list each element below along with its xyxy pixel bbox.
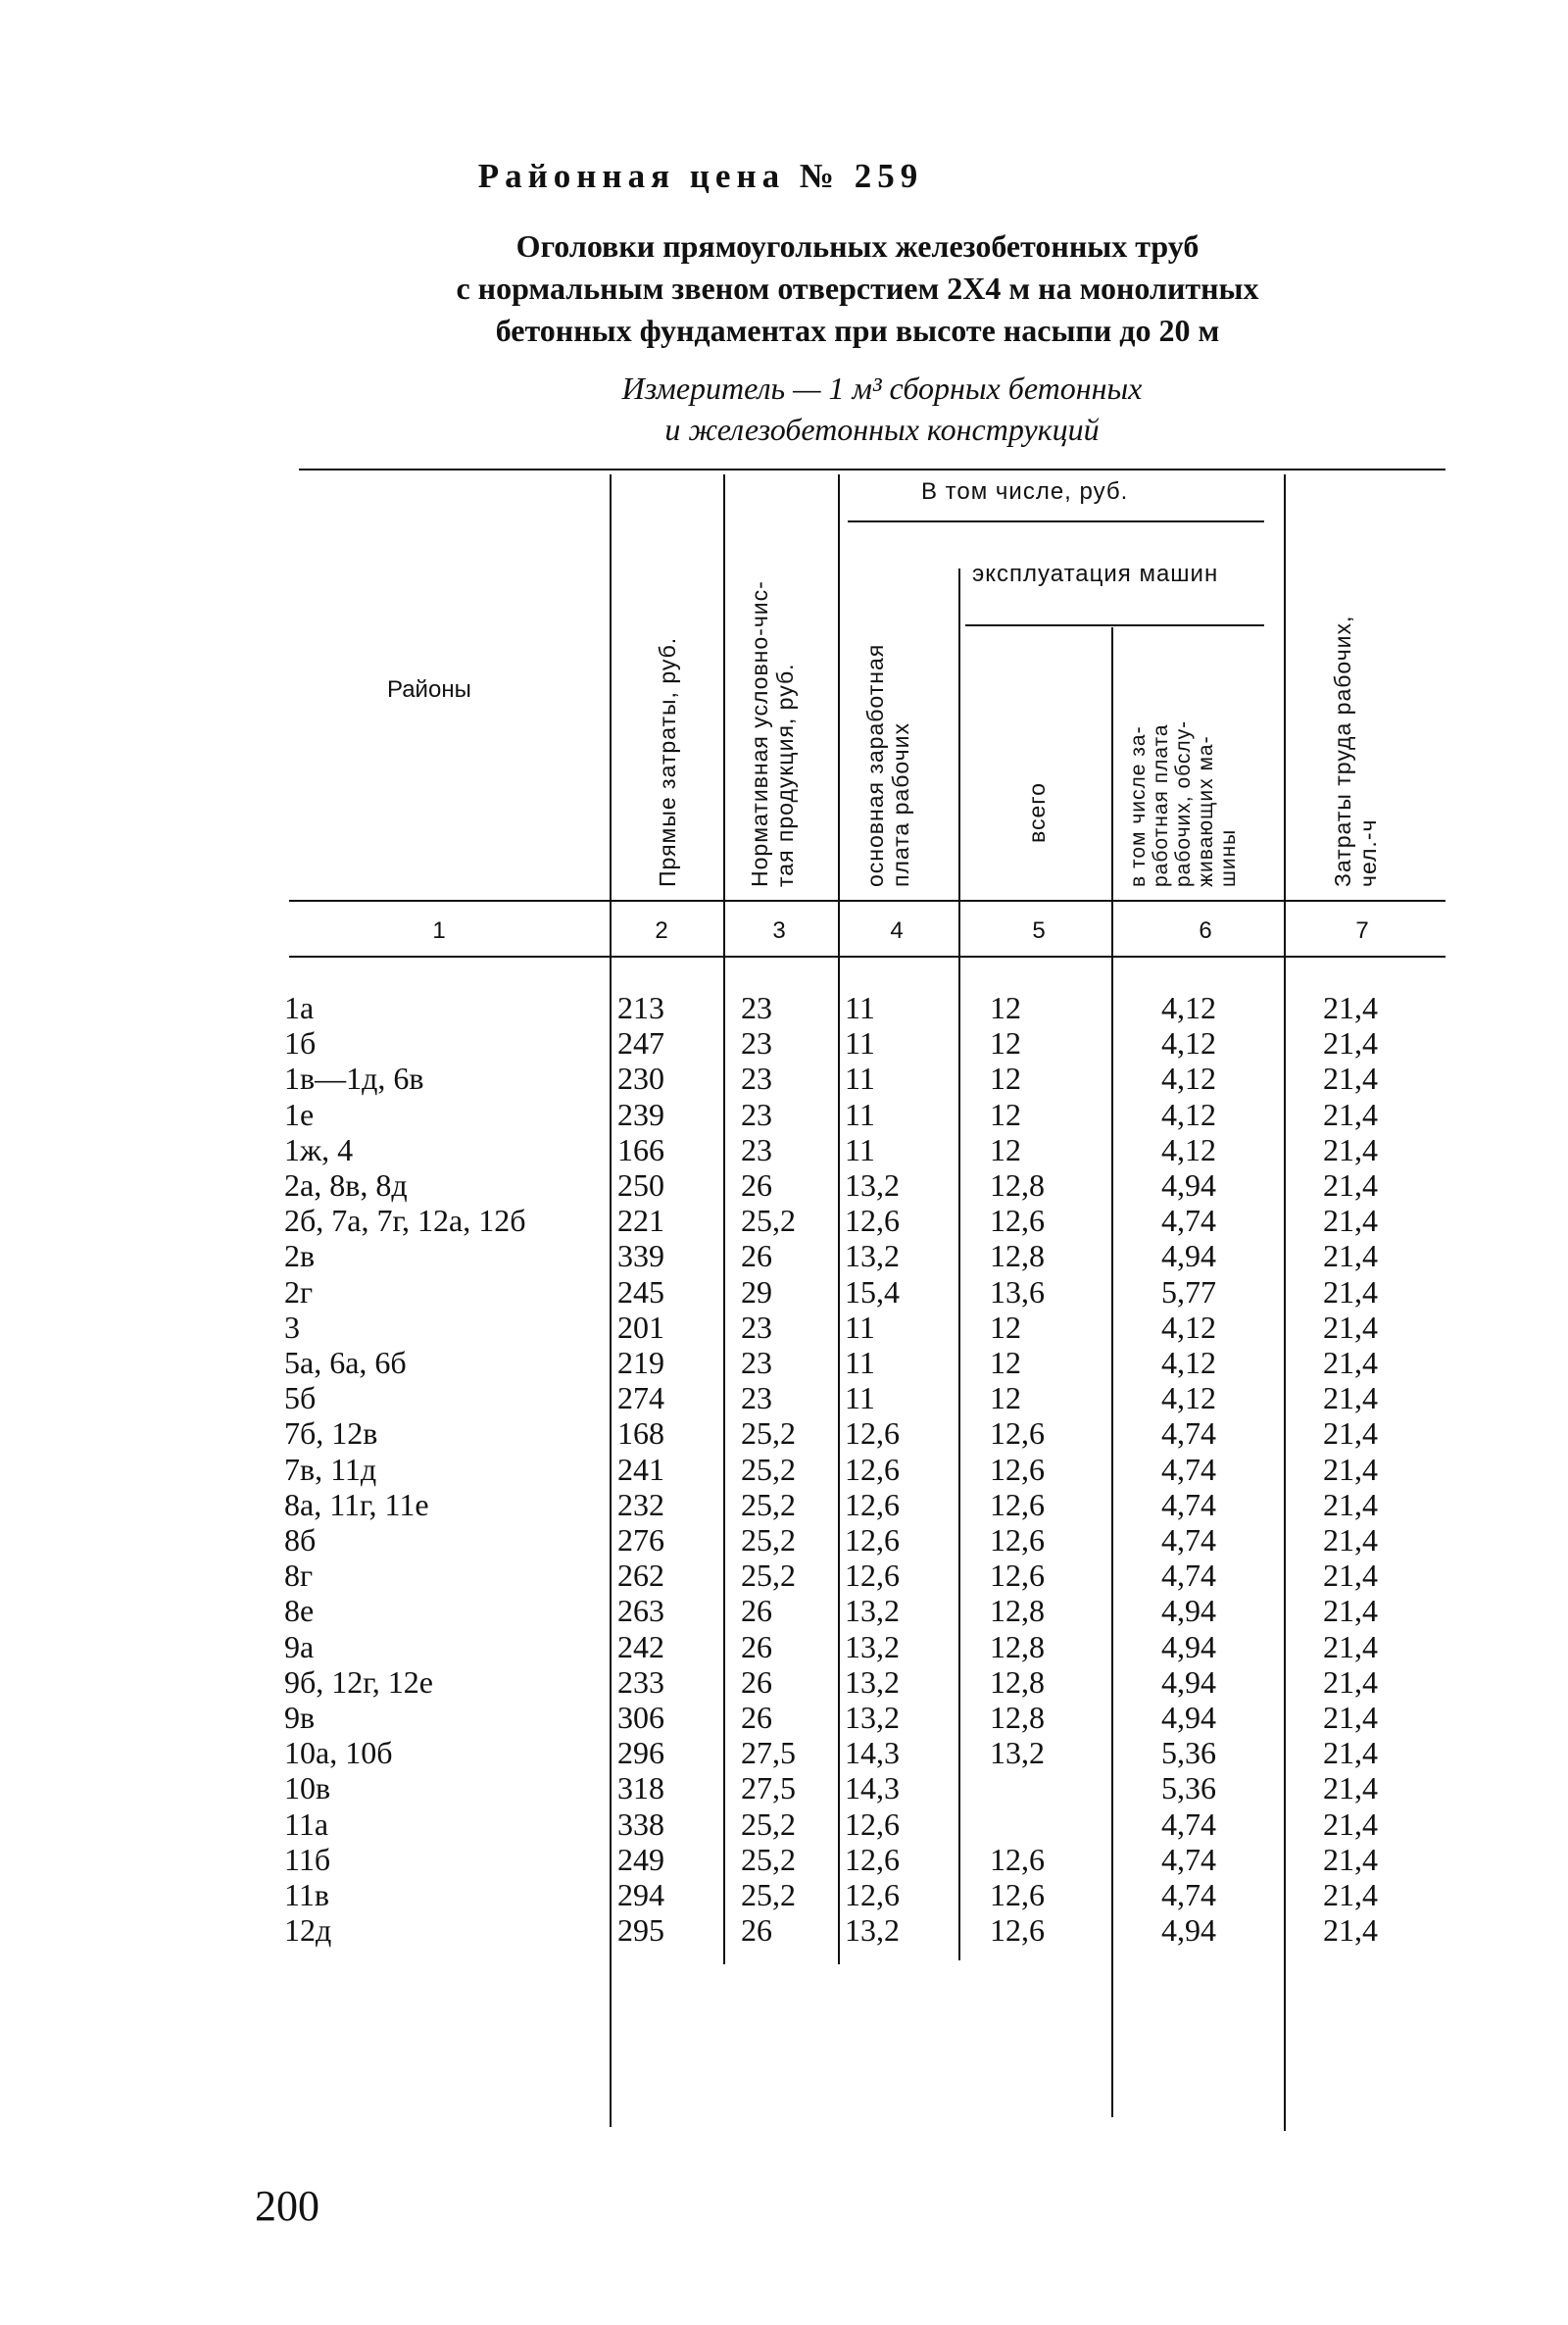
machine-wage-cell: 4,12 — [1161, 1061, 1216, 1097]
labor-cell: 21,4 — [1323, 1486, 1378, 1522]
machine-total-cell: 12,8 — [990, 1238, 1045, 1274]
base-wage-cell: 13,2 — [845, 1167, 900, 1203]
region-cell: 7б, 12в — [284, 1415, 378, 1452]
machine-total-cell: 12,6 — [990, 1912, 1045, 1949]
machine-wage-cell: 4,94 — [1161, 1912, 1216, 1949]
numbers-bottom-rule — [289, 956, 1446, 958]
header-base-wage: основная заработная плата рабочих — [862, 643, 913, 887]
labor-cell: 21,4 — [1323, 1451, 1378, 1487]
header-machine-operation: эксплуатация машин — [972, 561, 1219, 587]
region-cell: 1ж, 4 — [284, 1131, 354, 1167]
machine-total-cell: 13,6 — [990, 1273, 1045, 1310]
machine-total-cell: 12 — [990, 1025, 1021, 1062]
base-wage-cell: 11 — [845, 990, 875, 1025]
base-wage-cell: 14,3 — [845, 1770, 900, 1806]
direct-costs-cell: 294 — [617, 1877, 664, 1912]
including-rule — [848, 520, 1264, 522]
machine-wage-cell: 4,12 — [1161, 1025, 1216, 1062]
machine-wage-cell: 4,94 — [1161, 1593, 1216, 1629]
labor-cell: 21,4 — [1323, 1558, 1378, 1594]
base-wage-cell: 13,2 — [845, 1628, 900, 1664]
labor-cell: 21,4 — [1323, 1735, 1378, 1771]
labor-cell: 21,4 — [1323, 1345, 1378, 1380]
base-wage-cell: 13,2 — [845, 1593, 900, 1629]
direct-costs-cell: 274 — [617, 1380, 664, 1416]
labor-cell: 21,4 — [1323, 1841, 1378, 1877]
region-cell: 1е — [284, 1096, 315, 1132]
direct-costs-cell: 166 — [617, 1131, 664, 1167]
labor-cell: 21,4 — [1323, 1096, 1378, 1132]
direct-costs-cell: 233 — [617, 1663, 664, 1700]
machine-wage-cell: 4,74 — [1161, 1877, 1216, 1912]
header-including: В том числе, руб. — [921, 478, 1129, 505]
machine-wage-cell: 4,74 — [1161, 1806, 1216, 1842]
machine-wage-cell: 5,36 — [1161, 1735, 1216, 1771]
normative-cell: 26 — [741, 1912, 772, 1949]
subtitle-line: с нормальным звеном отверстием 2Х4 м на монолитных — [456, 271, 1259, 306]
machine-total-cell: 12,6 — [990, 1877, 1045, 1912]
machine-wage-cell: 4,12 — [1161, 1096, 1216, 1132]
table-row — [0, 1664, 1568, 1700]
subtitle-line: бетонных фундаментах при высоте насыпи до 20 м — [495, 313, 1220, 348]
labor-cell: 21,4 — [1323, 1593, 1378, 1629]
normative-cell: 26 — [741, 1593, 772, 1629]
base-wage-cell: 12,6 — [845, 1522, 900, 1558]
table-row — [0, 1522, 1568, 1558]
labor-cell: 21,4 — [1323, 1238, 1378, 1274]
base-wage-cell: 12,6 — [845, 1486, 900, 1522]
normative-cell: 23 — [741, 1380, 772, 1416]
normative-cell: 25,2 — [741, 1558, 796, 1594]
direct-costs-cell: 276 — [617, 1522, 664, 1558]
machine-wage-cell: 4,12 — [1161, 1380, 1216, 1416]
base-wage-cell: 12,6 — [845, 1841, 900, 1877]
table-row — [0, 1274, 1568, 1310]
subtitle-line: Оголовки прямоугольных железобетонных труб — [515, 228, 1200, 264]
direct-costs-cell: 263 — [617, 1593, 664, 1629]
machine-wage-cell: 4,74 — [1161, 1486, 1216, 1522]
table-row — [0, 1593, 1568, 1628]
measure-line: Измеритель — 1 м³ сборных бетонных — [621, 371, 1143, 406]
machine-total-cell: 12 — [990, 1096, 1021, 1132]
normative-cell: 29 — [741, 1273, 772, 1310]
header-machine-total: всего — [1024, 782, 1050, 843]
machine-total-cell: 12,6 — [990, 1415, 1045, 1452]
labor-cell: 21,4 — [1323, 1167, 1378, 1203]
labor-cell: 21,4 — [1323, 1877, 1378, 1912]
region-cell: 8е — [284, 1593, 315, 1629]
machine-wage-cell: 4,94 — [1161, 1238, 1216, 1274]
machine-total-cell: 12,6 — [990, 1203, 1045, 1239]
machine-wage-cell: 4,74 — [1161, 1203, 1216, 1239]
labor-cell: 21,4 — [1323, 1415, 1378, 1452]
normative-cell: 25,2 — [741, 1415, 796, 1452]
header-normative: Нормативная условно-чис- тая продукция, руб. — [747, 580, 798, 887]
normative-cell: 27,5 — [741, 1735, 796, 1771]
machine-total-cell: 12,6 — [990, 1558, 1045, 1594]
machine-wage-cell: 4,74 — [1161, 1558, 1216, 1594]
direct-costs-cell: 295 — [617, 1912, 664, 1949]
direct-costs-cell: 219 — [617, 1345, 664, 1380]
machine-wage-cell: 4,74 — [1161, 1415, 1216, 1452]
labor-cell: 21,4 — [1323, 1912, 1378, 1949]
region-cell: 7в, 11д — [284, 1451, 377, 1487]
machine-total-cell: 12 — [990, 1380, 1021, 1416]
direct-costs-cell: 239 — [617, 1096, 664, 1132]
region-cell: 11б — [284, 1841, 331, 1877]
machine-wage-cell: 4,12 — [1161, 1345, 1216, 1380]
measure-unit — [490, 368, 1274, 450]
table-row — [0, 1735, 1568, 1770]
direct-costs-cell: 201 — [617, 1309, 664, 1345]
region-cell: 1а — [284, 990, 315, 1025]
base-wage-cell: 12,6 — [845, 1806, 900, 1842]
machine-wage-cell: 4,74 — [1161, 1841, 1216, 1877]
table-row — [0, 1203, 1568, 1238]
page-number: 200 — [255, 2182, 319, 2230]
region-cell: 3 — [284, 1309, 300, 1345]
machine-wage-cell: 4,94 — [1161, 1628, 1216, 1664]
table-row — [0, 1912, 1568, 1948]
table-row — [0, 1806, 1568, 1842]
labor-cell: 21,4 — [1323, 1770, 1378, 1806]
direct-costs-cell: 338 — [617, 1806, 664, 1842]
normative-cell: 25,2 — [741, 1806, 796, 1842]
region-cell: 12д — [284, 1912, 332, 1949]
header-bottom-rule — [289, 900, 1446, 902]
normative-cell: 23 — [741, 1096, 772, 1132]
machine-total-cell: 12 — [990, 1061, 1021, 1097]
base-wage-cell: 12,6 — [845, 1558, 900, 1594]
measure-line: и железобетонных конструкций — [664, 412, 1100, 447]
machine-total-cell: 12 — [990, 1309, 1021, 1345]
base-wage-cell: 14,3 — [845, 1735, 900, 1771]
table-row — [0, 1025, 1568, 1061]
base-wage-cell: 11 — [845, 1096, 875, 1132]
table-row — [0, 1097, 1568, 1132]
column-number: 3 — [772, 917, 786, 944]
region-cell: 9а — [284, 1628, 315, 1664]
header-machine-wage: в том числе за- работная плата рабочих, обслу- живающих ма- шины — [1127, 719, 1240, 887]
base-wage-cell: 12,6 — [845, 1877, 900, 1912]
direct-costs-cell: 230 — [617, 1061, 664, 1097]
region-cell: 9б, 12г, 12е — [284, 1663, 433, 1700]
base-wage-cell: 13,2 — [845, 1912, 900, 1949]
machine-total-cell: 12 — [990, 1345, 1021, 1380]
machine-total-cell: 12,6 — [990, 1841, 1045, 1877]
normative-cell: 23 — [741, 1309, 772, 1345]
table-row — [0, 1310, 1568, 1345]
normative-cell: 23 — [741, 1025, 772, 1062]
machine-total-cell: 12,6 — [990, 1486, 1045, 1522]
normative-cell: 25,2 — [741, 1451, 796, 1487]
machine-wage-cell: 4,12 — [1161, 1131, 1216, 1167]
labor-cell: 21,4 — [1323, 1806, 1378, 1842]
normative-cell: 23 — [741, 1345, 772, 1380]
machine-total-cell: 12,8 — [990, 1628, 1045, 1664]
labor-cell: 21,4 — [1323, 1025, 1378, 1062]
region-cell: 1б — [284, 1025, 317, 1062]
page-title: Районная цена № 259 — [477, 157, 924, 195]
region-cell: 8а, 11г, 11е — [284, 1486, 429, 1522]
base-wage-cell: 13,2 — [845, 1238, 900, 1274]
table-row — [0, 1061, 1568, 1096]
region-cell: 2б, 7а, 7г, 12а, 12б — [284, 1203, 526, 1239]
normative-cell: 25,2 — [741, 1841, 796, 1877]
region-cell: 1в—1д, 6в — [284, 1061, 424, 1097]
direct-costs-cell: 296 — [617, 1735, 664, 1771]
table-row — [0, 1345, 1568, 1380]
labor-cell: 21,4 — [1323, 1131, 1378, 1167]
table-row — [0, 1487, 1568, 1522]
machine-wage-cell: 5,36 — [1161, 1770, 1216, 1806]
direct-costs-cell: 245 — [617, 1273, 664, 1310]
direct-costs-cell: 262 — [617, 1558, 664, 1594]
column-number: 1 — [432, 917, 446, 944]
labor-cell: 21,4 — [1323, 1522, 1378, 1558]
table-row — [0, 1380, 1568, 1415]
direct-costs-cell: 306 — [617, 1700, 664, 1735]
labor-cell: 21,4 — [1323, 1380, 1378, 1416]
machine-wage-cell: 4,74 — [1161, 1522, 1216, 1558]
machine-total-cell: 12,8 — [990, 1593, 1045, 1629]
table-row — [0, 1452, 1568, 1487]
machine-total-cell: 13,2 — [990, 1735, 1045, 1771]
normative-cell: 26 — [741, 1167, 772, 1203]
region-cell: 8б — [284, 1522, 317, 1558]
direct-costs-cell: 250 — [617, 1167, 664, 1203]
base-wage-cell: 11 — [845, 1131, 875, 1167]
table-top-rule — [299, 469, 1446, 470]
labor-cell: 21,4 — [1323, 1203, 1378, 1239]
machine-total-cell: 12,8 — [990, 1167, 1045, 1203]
column-number: 6 — [1199, 917, 1212, 944]
direct-costs-cell: 249 — [617, 1841, 664, 1877]
region-cell: 5а, 6а, 6б — [284, 1345, 407, 1380]
table-row — [0, 1700, 1568, 1735]
subtitle — [333, 225, 1382, 352]
table-row — [0, 1629, 1568, 1664]
direct-costs-cell: 213 — [617, 990, 664, 1025]
direct-costs-cell: 241 — [617, 1451, 664, 1487]
machine-total-cell: 12,8 — [990, 1700, 1045, 1735]
region-cell: 8г — [284, 1558, 314, 1594]
region-cell: 5б — [284, 1380, 317, 1416]
labor-cell: 21,4 — [1323, 1700, 1378, 1735]
normative-cell: 23 — [741, 990, 772, 1025]
base-wage-cell: 12,6 — [845, 1451, 900, 1487]
table-row — [0, 1415, 1568, 1451]
direct-costs-cell: 339 — [617, 1238, 664, 1274]
machine-wage-cell: 4,94 — [1161, 1663, 1216, 1700]
direct-costs-cell: 232 — [617, 1486, 664, 1522]
machine-total-cell: 12 — [990, 1131, 1021, 1167]
normative-cell: 25,2 — [741, 1203, 796, 1239]
machine-wage-cell: 4,94 — [1161, 1167, 1216, 1203]
region-cell: 9в — [284, 1700, 316, 1735]
header-direct-costs: Прямые затраты, руб. — [655, 636, 680, 887]
normative-cell: 26 — [741, 1238, 772, 1274]
header-labor: Затраты труда рабочих, чел.-ч — [1330, 615, 1381, 887]
base-wage-cell: 13,2 — [845, 1700, 900, 1735]
machine-total-cell: 12 — [990, 990, 1021, 1025]
machine-rule — [965, 624, 1264, 626]
base-wage-cell: 11 — [845, 1380, 875, 1416]
base-wage-cell: 15,4 — [845, 1273, 900, 1310]
machine-wage-cell: 4,12 — [1161, 990, 1216, 1025]
normative-cell: 26 — [741, 1663, 772, 1700]
table-row — [0, 1770, 1568, 1806]
base-wage-cell: 11 — [845, 1061, 875, 1097]
machine-wage-cell: 4,74 — [1161, 1451, 1216, 1487]
header-regions: Районы — [387, 676, 471, 703]
region-cell: 11а — [284, 1806, 329, 1842]
base-wage-cell: 11 — [845, 1345, 875, 1380]
direct-costs-cell: 242 — [617, 1628, 664, 1664]
direct-costs-cell: 318 — [617, 1770, 664, 1806]
table-row — [0, 1877, 1568, 1912]
region-cell: 2а, 8в, 8д — [284, 1167, 408, 1203]
column-number: 7 — [1355, 917, 1369, 944]
machine-total-cell: 12,8 — [990, 1663, 1045, 1700]
base-wage-cell: 13,2 — [845, 1663, 900, 1700]
direct-costs-cell: 247 — [617, 1025, 664, 1062]
table-row — [0, 1558, 1568, 1593]
normative-cell: 25,2 — [741, 1486, 796, 1522]
table-row — [0, 1238, 1568, 1273]
normative-cell: 26 — [741, 1628, 772, 1664]
table-row — [0, 1167, 1568, 1203]
normative-cell: 23 — [741, 1061, 772, 1097]
labor-cell: 21,4 — [1323, 1628, 1378, 1664]
table-row — [0, 990, 1568, 1025]
machine-wage-cell: 4,94 — [1161, 1700, 1216, 1735]
region-cell: 10в — [284, 1770, 331, 1806]
labor-cell: 21,4 — [1323, 1061, 1378, 1097]
machine-wage-cell: 4,12 — [1161, 1309, 1216, 1345]
normative-cell: 23 — [741, 1131, 772, 1167]
region-cell: 2г — [284, 1273, 314, 1310]
machine-wage-cell: 5,77 — [1161, 1273, 1216, 1310]
direct-costs-cell: 168 — [617, 1415, 664, 1452]
region-cell: 10а, 10б — [284, 1735, 393, 1771]
labor-cell: 21,4 — [1323, 990, 1378, 1025]
labor-cell: 21,4 — [1323, 1663, 1378, 1700]
column-number: 5 — [1032, 917, 1046, 944]
region-cell: 11в — [284, 1877, 329, 1912]
column-number: 2 — [655, 917, 668, 944]
region-cell: 2в — [284, 1238, 316, 1274]
labor-cell: 21,4 — [1323, 1309, 1378, 1345]
labor-cell: 21,4 — [1323, 1273, 1378, 1310]
normative-cell: 26 — [741, 1700, 772, 1735]
direct-costs-cell: 221 — [617, 1203, 664, 1239]
normative-cell: 27,5 — [741, 1770, 796, 1806]
base-wage-cell: 11 — [845, 1025, 875, 1062]
base-wage-cell: 11 — [845, 1309, 875, 1345]
machine-total-cell: 12,6 — [990, 1451, 1045, 1487]
normative-cell: 25,2 — [741, 1522, 796, 1558]
base-wage-cell: 12,6 — [845, 1415, 900, 1452]
base-wage-cell: 12,6 — [845, 1203, 900, 1239]
normative-cell: 25,2 — [741, 1877, 796, 1912]
machine-total-cell: 12,6 — [990, 1522, 1045, 1558]
column-number: 4 — [890, 917, 904, 944]
table-row — [0, 1842, 1568, 1877]
table-row — [0, 1132, 1568, 1167]
